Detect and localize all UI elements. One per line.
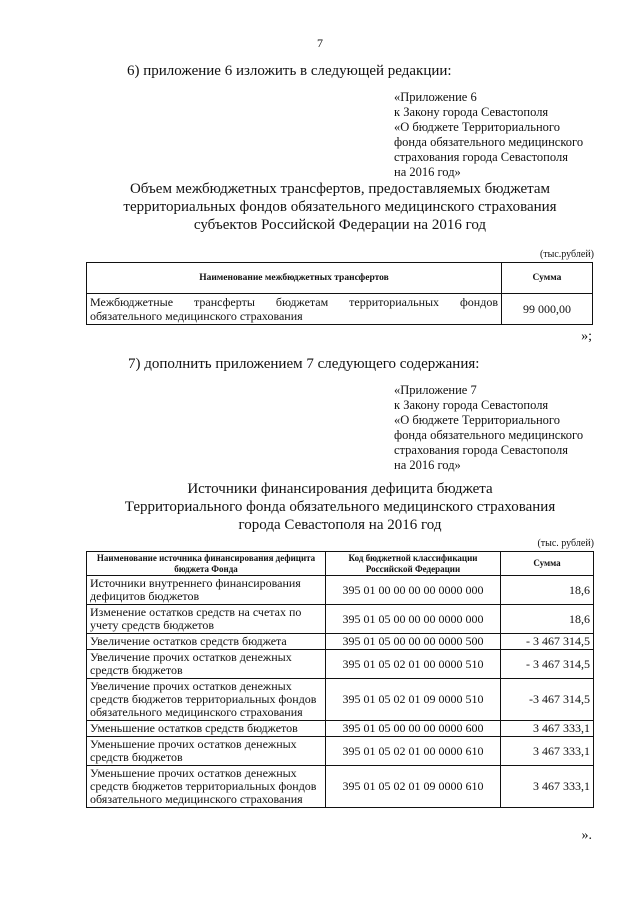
- title-line: города Севастополя на 2016 год: [238, 517, 442, 533]
- row-code: 395 01 05 00 00 00 0000 500: [326, 634, 501, 650]
- appendix-line: к Закону города Севастополя: [394, 105, 549, 119]
- title-line: субъектов Российской Федерации на 2016 год: [193, 217, 487, 233]
- title-line: Территориального фонда обязательного медицинского страхования: [124, 499, 556, 515]
- table-header-row: [87, 263, 593, 294]
- row-amount: 99 000,00: [502, 294, 593, 325]
- table-row: [87, 737, 594, 766]
- appendix-line: страхования города Севастополя: [394, 150, 568, 164]
- row-name: Уменьшение остатков средств бюджетов: [87, 721, 326, 737]
- row-amount: 3 467 333,1: [501, 721, 594, 737]
- item7-heading: 7) дополнить приложением 7 следующего содержания:: [128, 356, 480, 372]
- table-row: [87, 679, 594, 721]
- title-line: Источники финансирования дефицита бюджета: [187, 481, 493, 497]
- table-row: [87, 650, 594, 679]
- row-name: Источники внутреннего финансирования дефицитов бюджетов: [87, 576, 326, 605]
- item6-closer: »;: [581, 329, 592, 344]
- deficit-sources-table: [86, 551, 594, 808]
- row-name: Увеличение прочих остатков денежных средств бюджетов: [87, 650, 326, 679]
- table-row: [87, 634, 594, 650]
- table-row: [87, 576, 594, 605]
- table-row: [87, 766, 594, 808]
- row-code: 395 01 05 02 01 00 0000 510: [326, 650, 501, 679]
- row-code: 395 01 05 02 01 00 0000 610: [326, 737, 501, 766]
- appendix-line: «Приложение 7: [394, 383, 477, 397]
- appendix-line: фонда обязательного медицинского: [394, 135, 584, 149]
- table-row: [87, 605, 594, 634]
- appendix-line: на 2016 год»: [394, 458, 461, 472]
- appendix-line: фонда обязательного медицинского: [394, 428, 584, 442]
- page-number: 7: [317, 36, 323, 50]
- row-amount: - 3 467 314,5: [501, 634, 594, 650]
- item7-closer: ».: [581, 828, 592, 843]
- row-name: Уменьшение прочих остатков денежных средств бюджетов: [87, 737, 326, 766]
- row-name: Увеличение прочих остатков денежных средств бюджетов территориальных фондов обязательного медицинского страхования: [87, 679, 326, 721]
- row-amount: 18,6: [501, 576, 594, 605]
- row-name: Увеличение остатков средств бюджета: [87, 634, 326, 650]
- row-amount: - 3 467 314,5: [501, 650, 594, 679]
- row-code: 395 01 05 00 00 00 0000 000: [326, 605, 501, 634]
- header-amount: Сумма: [501, 552, 594, 576]
- table-header-row: [87, 552, 594, 576]
- item6-heading: 6) приложение 6 изложить в следующей редакции:: [127, 63, 452, 79]
- row-code: 395 01 05 02 01 09 0000 610: [326, 766, 501, 808]
- appendix-line: к Закону города Севастополя: [394, 398, 549, 412]
- header-name: Наименование межбюджетных трансфертов: [87, 263, 502, 294]
- header-source-name: Наименование источника финансирования дефицита бюджета Фонда: [87, 552, 326, 576]
- title-line: Объем межбюджетных трансфертов, предоставляемых бюджетам: [129, 181, 551, 197]
- row-code: 395 01 00 00 00 00 0000 000: [326, 576, 501, 605]
- row-name: Изменение остатков средств на счетах по учету средств бюджетов: [87, 605, 326, 634]
- appendix-line: «Приложение 6: [394, 90, 477, 104]
- appendix-line: «О бюджете Территориального: [394, 120, 560, 134]
- item7-appendix-block: [394, 383, 583, 473]
- table-row: [87, 721, 594, 737]
- table-row: [87, 294, 593, 325]
- title-line: территориальных фондов обязательного медицинского страхования: [123, 199, 557, 215]
- row-amount: -3 467 314,5: [501, 679, 594, 721]
- appendix-line: на 2016 год»: [394, 165, 461, 179]
- row-name: Уменьшение прочих остатков денежных средств бюджетов территориальных фондов обязательного медицинского страхования: [87, 766, 326, 808]
- row-amount: 3 467 333,1: [501, 737, 594, 766]
- header-amount: Сумма: [502, 263, 593, 294]
- item6-appendix-block: [394, 90, 583, 180]
- header-classification-code: Код бюджетной классификации Российской Федерации: [326, 552, 501, 576]
- transfers-table: [86, 262, 593, 325]
- row-code: 395 01 05 00 00 00 0000 600: [326, 721, 501, 737]
- item6-units: (тыс.рублей): [539, 249, 594, 260]
- appendix-line: страхования города Севастополя: [394, 443, 568, 457]
- row-amount: 3 467 333,1: [501, 766, 594, 808]
- row-name: Межбюджетные трансферты бюджетам территориальных фондов обязательного медицинского страхования: [87, 294, 502, 325]
- item7-units: (тыс. рублей): [537, 538, 594, 549]
- item7-title: [80, 480, 600, 534]
- item6-title: [80, 180, 600, 234]
- row-amount: 18,6: [501, 605, 594, 634]
- row-code: 395 01 05 02 01 09 0000 510: [326, 679, 501, 721]
- appendix-line: «О бюджете Территориального: [394, 413, 560, 427]
